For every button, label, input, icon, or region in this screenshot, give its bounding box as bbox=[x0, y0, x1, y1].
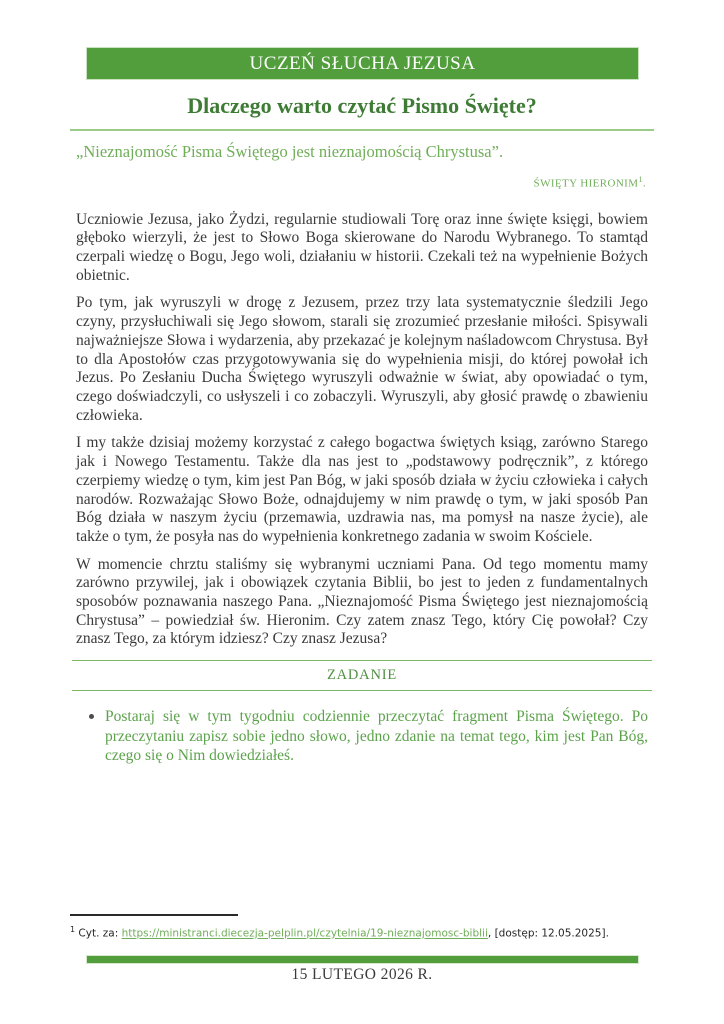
paragraph: W momencie chrztu staliśmy się wybranymi uczniami Pana. Od tego momentu mamy zarówno przywilej, jak i obowiązek czytania Biblii, bo jest to jeden z fundamentalnych sposobów poznawania naszego Pana. „Nieznajomość Pisma Świętego jest nieznajomością Chrystusa” – powiedział św. Hieronim. Czy zatem znasz Tego, który Cię powołał? Czy znasz Tego, za którym idziesz? Czy znasz Jezusa? bbox=[76, 555, 648, 648]
body-text bbox=[76, 211, 648, 649]
task-heading: ZADANIE bbox=[326, 667, 398, 684]
bullet-icon bbox=[89, 714, 94, 719]
task-item-text: Postaraj się w tym tygodniu codziennie przeczytać fragment Pisma Świętego. Po przeczytaniu zapisz sobie jedno słowo, jedno zdanie na temat tego, kim jest Pan Bóg, czego się o Nim dowiedziałeś. bbox=[105, 708, 648, 765]
task-section-header bbox=[72, 660, 652, 691]
paragraph: Uczniowie Jezusa, jako Żydzi, regularnie studiowali Torę oraz inne święte księgi, bowiem głęboko wierzyli, że jest to Słowo Boga skierowane do Narodu Wybranego. To stamtąd czerpali wiedzę o Bogu, Jego woli, działaniu w historii. Czekali też na wypełnienie Bożych obietnic. bbox=[76, 210, 648, 284]
task-list bbox=[76, 707, 648, 766]
epigraph-attribution-name: ŚWIĘTY HIERONIM bbox=[533, 177, 639, 190]
footnote-prefix: Cyt. za: bbox=[75, 927, 122, 940]
title-divider bbox=[70, 129, 654, 131]
header-banner-title: UCZEŃ SŁUCHA JEZUSA bbox=[249, 52, 476, 74]
list-item bbox=[76, 707, 648, 766]
header-banner bbox=[86, 47, 639, 80]
epigraph-attribution bbox=[0, 175, 646, 190]
footer-bar bbox=[86, 955, 639, 964]
paragraph: I my także dzisiaj możemy korzystać z całego bogactwa świętych ksiąg, zarówno Starego jak i Nowego Testamentu. Także dla nas jest to „podstawowy podręcznik”, z którego czerpiemy wiedzę o tym, kim jest Pan Bóg, w jaki sposób działa w życiu człowieka i całych narodów. Rozważając Słowo Boże, odnajdujemy w nim prawdę o tym, w jaki sposób Pan Bóg działa w naszym życiu (przemawia, uzdrawia nas, ma pomysł na nasze życie), ale także o tym, że posyła nas do wypełnienia konkretnego zadania w swoim Kościele. bbox=[76, 434, 648, 545]
footnote-suffix: , [dostęp: 12.05.2025]. bbox=[487, 927, 609, 940]
footer-date: 15 LUTEGO 2026 R. bbox=[291, 966, 433, 983]
epigraph-attribution-period: . bbox=[642, 177, 646, 190]
footnote-reference-mark: 1 bbox=[638, 175, 643, 184]
footnote-divider bbox=[70, 914, 238, 916]
footnote-text bbox=[70, 923, 654, 941]
paragraph: Po tym, jak wyruszyli w drogę z Jezusem, przez trzy lata systematycznie śledzili Jego czyny, przysłuchiwali się Jego słowom, starali się zrozumieć przesłanie miłości. Spisywali najważniejsze Słowa i wydarzenia, aby przekazać je kolejnym naśladowcom Chrystusa. Był to dla Apostołów czas przygotowywania się do wypełnienia misji, do której powołał ich Jezus. Po Zesłaniu Ducha Świętego wyruszyli odważnie w świat, aby opowiadać o tym, czego doświadczyli, co usłyszeli i co zobaczyli. Wyruszyli, aby głosić prawdę o zbawieniu człowieka. bbox=[76, 294, 648, 424]
footnote-link[interactable]: https://ministranci.diecezja-pelplin.pl/czytelnia/19-nieznajomosc-biblii bbox=[121, 927, 488, 940]
epigraph-quote: „Nieznajomość Pisma Świętego jest nieznajomością Chrystusa”. bbox=[76, 142, 504, 161]
footnote bbox=[70, 914, 654, 941]
footnote-marker: 1 bbox=[70, 925, 76, 934]
page-title: Dlaczego warto czytać Pismo Święte? bbox=[187, 93, 537, 118]
